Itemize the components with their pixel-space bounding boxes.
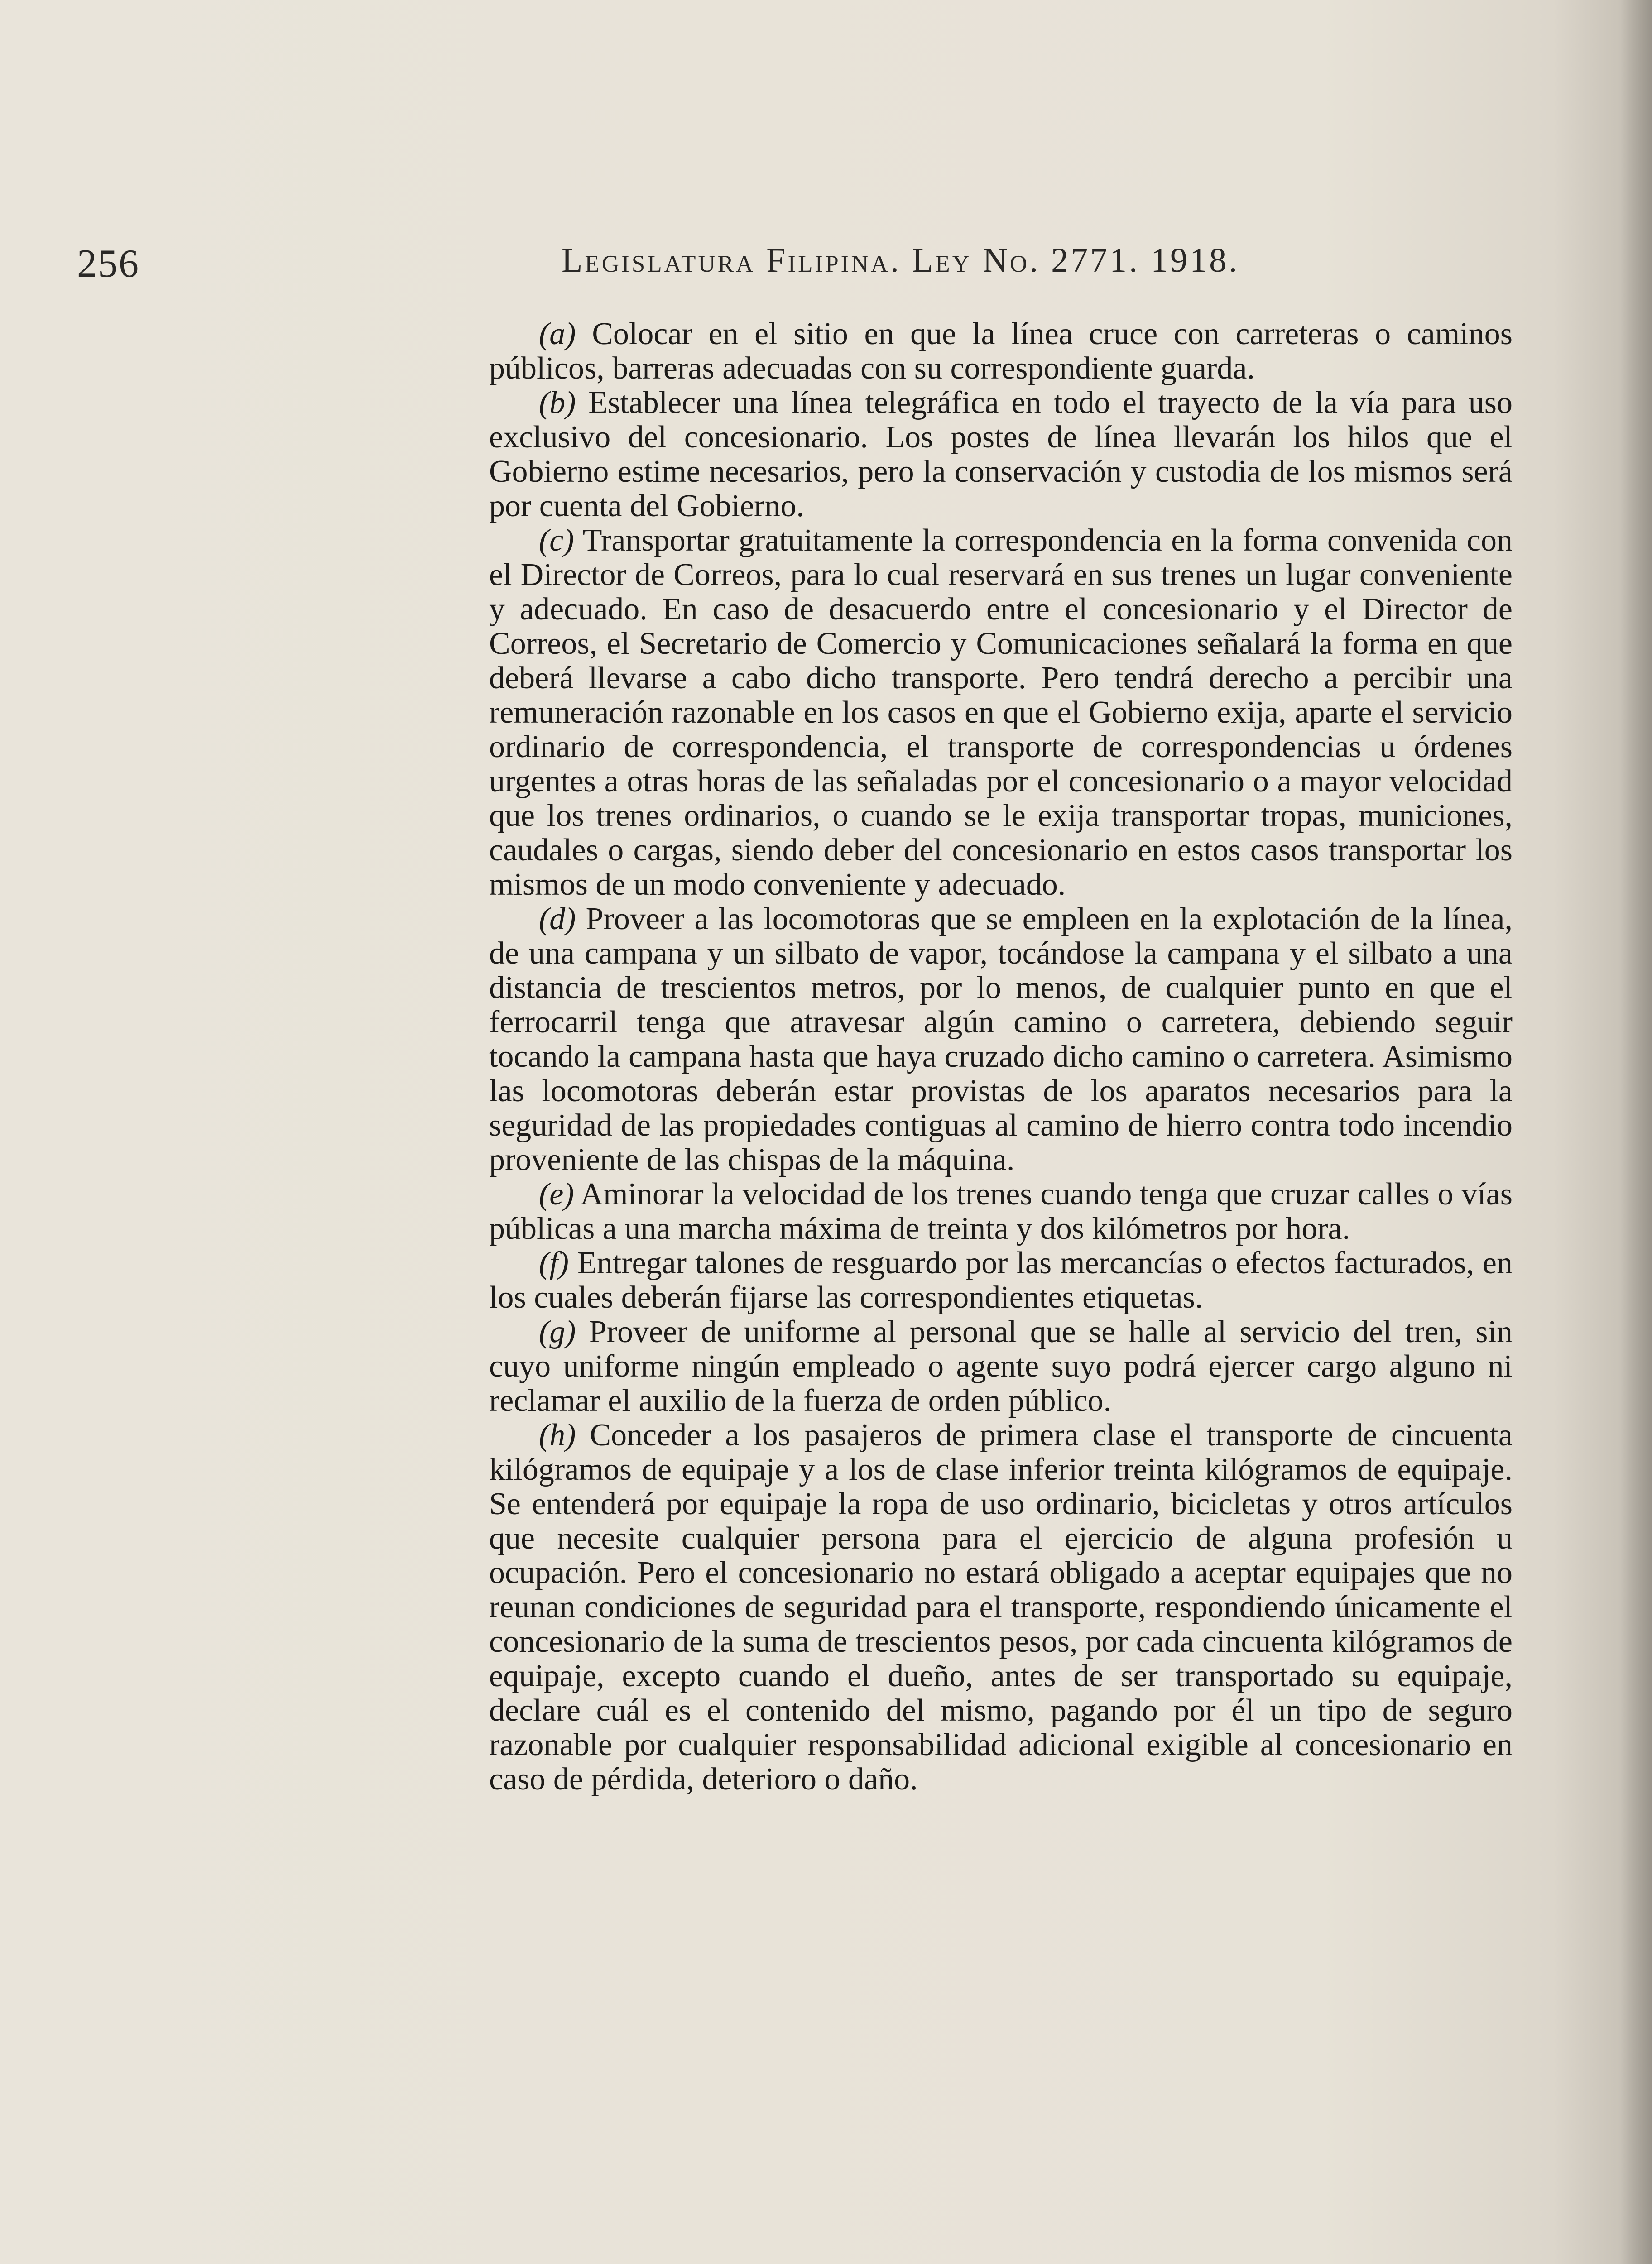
body-text xyxy=(489,317,1513,1797)
clause-marker: (c) xyxy=(539,523,574,558)
clause-marker: (b) xyxy=(539,385,576,420)
clause-text: Colocar en el sitio en que la línea cruce con carreteras o caminos públicos, barreras adecuadas con su correspondiente guarda. xyxy=(489,317,1513,386)
clause-text: Establecer una línea telegráfica en todo el trayecto de la vía para uso exclusivo del concesionario. Los postes de línea llevarán los hilos que el Gobierno estime necesarios, pero la conservación y custodia de los mismos será por cuenta del Gobierno. xyxy=(489,385,1513,523)
clause-c xyxy=(489,523,1513,902)
clause-h xyxy=(489,1418,1513,1797)
clause-text: Conceder a los pasajeros de primera clase el transporte de cincuenta kilógramos de equipaje y a los de clase inferior treinta kilógramos de equipaje. Se entenderá por equipaje la ropa de uso ordinario, bicicletas y otros artículos que necesite cualquier persona para el ejercicio de alguna profesión u ocupación. Pero el concesionario no estará obligado a aceptar equipajes que no reunan condiciones de seguridad para el transporte, respondiendo únicamente el concesionario de la suma de trescientos pesos, por cada cincuenta kilógramos de equipaje, excepto cuando el dueño, antes de ser transportado su equipaje, declare cuál es el contenido del mismo, pagando por él un tipo de seguro razonable por cualquier responsabilidad adicional exigible al concesionario en caso de pérdida, deterioro o daño. xyxy=(489,1418,1513,1797)
clause-text: Aminorar la velocidad de los trenes cuando tenga que cruzar calles o vías públicas a una marcha máxima de treinta y dos kilómetros por hora. xyxy=(489,1177,1513,1246)
clause-text: Proveer a las locomotoras que se empleen en la explotación de la línea, de una campana y un silbato de vapor, tocándose la campana y el silbato a una distancia de trescientos metros, por lo menos, de cualquier punto en que el ferrocarril tenga que atravesar algún camino o carretera, debiendo seguir tocando la campana hasta que haya cruzado dicho camino o carretera. Asimismo las locomotoras deberán estar provistas de los aparatos necesarios para la seguridad de las propiedades contiguas al camino de hierro contra todo incendio proveniente de las chispas de la máquina. xyxy=(489,902,1513,1177)
clause-marker: (e) xyxy=(539,1177,574,1212)
clause-d xyxy=(489,902,1513,1177)
clause-text: Entregar talones de resguardo por las mercancías o efectos facturados, en los cuales deberán fijarse las correspondientes etiquetas. xyxy=(489,1246,1513,1315)
clause-e xyxy=(489,1177,1513,1246)
page-edge-shadow xyxy=(1620,0,1652,2264)
clause-b xyxy=(489,386,1513,523)
running-head xyxy=(562,241,1239,280)
clause-a xyxy=(489,317,1513,386)
clause-text: Transportar gratuitamente la correspondencia en la forma convenida con el Director de Correos, para lo cual reservará en sus trenes un lugar conveniente y adecuado. En caso de desacuerdo entre el concesionario y el Director de Correos, el Secretario de Comercio y Comunicaciones señalará la forma en que deberá llevarse a cabo dicho transporte. Pero tendrá derecho a percibir una remuneración razonable en los casos en que el Gobierno exija, aparte el servicio ordinario de correspondencia, el transporte de correspondencias u órdenes urgentes a otras horas de las señaladas por el concesionario o a mayor velocidad que los trenes ordinarios, o cuando se le exija transportar tropas, municiones, caudales o cargas, siendo deber del concesionario en estos casos transportar los mismos de un modo conveniente y adecuado. xyxy=(489,523,1513,902)
clause-text: Proveer de uniforme al personal que se halle al servicio del tren, sin cuyo uniforme ningún empleado o agente suyo podrá ejercer cargo alguno ni reclamar el auxilio de la fuerza de orden público. xyxy=(489,1314,1513,1418)
clause-marker: (f) xyxy=(539,1246,569,1281)
clause-marker: (h) xyxy=(539,1418,576,1453)
clause-marker: (g) xyxy=(539,1314,576,1349)
page-number: 256 xyxy=(77,242,139,286)
clause-marker: (a) xyxy=(539,317,576,351)
clause-f xyxy=(489,1246,1513,1315)
clause-marker: (d) xyxy=(539,902,576,936)
running-head-text: Legislatura Filipina. Ley No. 2771. 1918. xyxy=(562,241,1240,279)
clause-g xyxy=(489,1315,1513,1418)
